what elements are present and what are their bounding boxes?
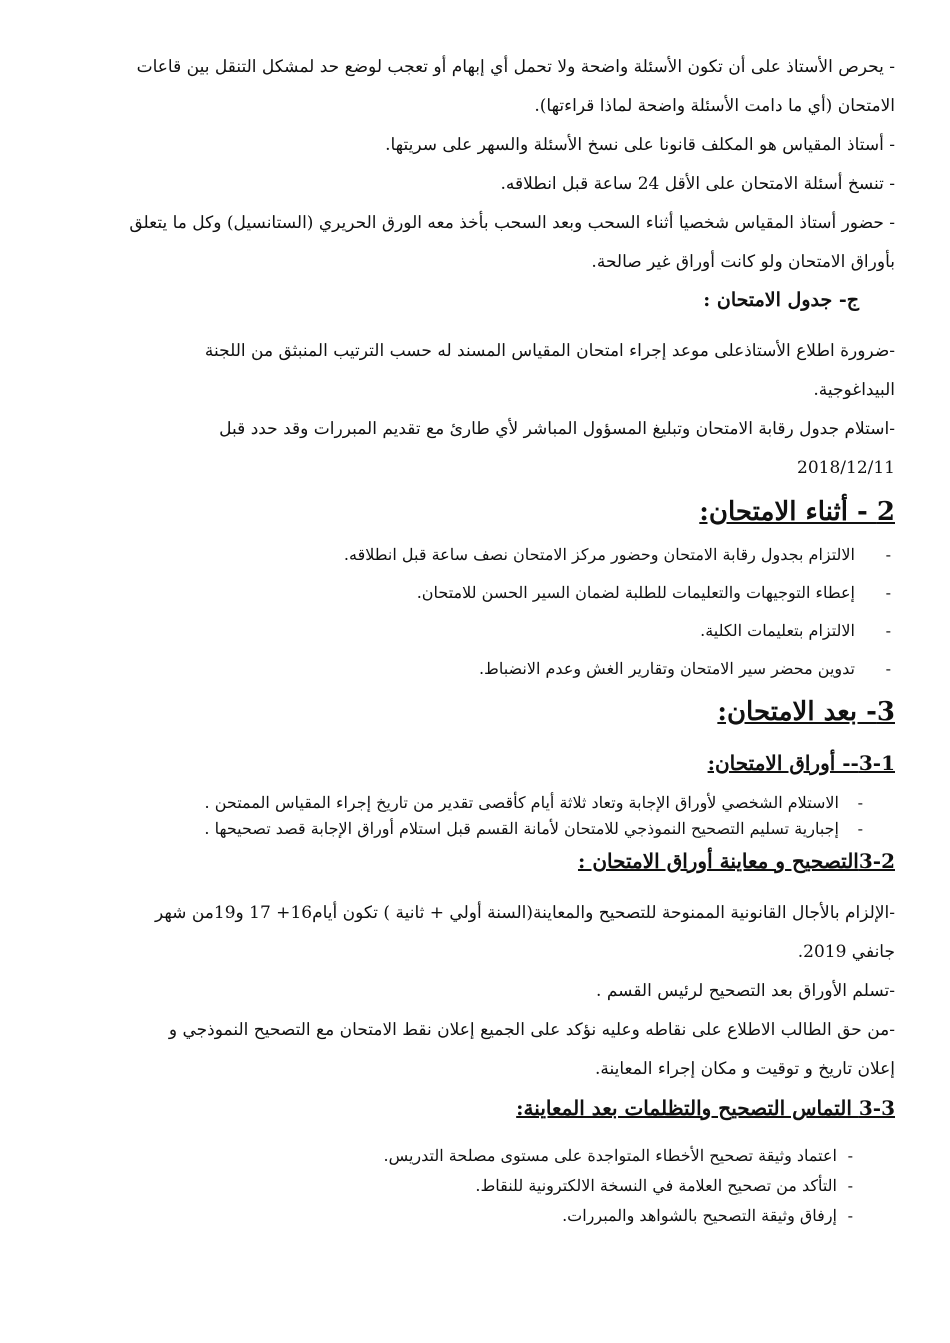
- intro-paragraph-1: [50, 48, 895, 126]
- text-line: -استلام جدول رقابة الامتحان وتبليغ المسؤول المباشر لأي طارئ مع تقديم المبررات وقد حدد قبل: [219, 419, 895, 439]
- section-2-list: [50, 536, 895, 688]
- list-item: [50, 1171, 895, 1201]
- list-item-text: الالتزام بجدول رقابة الامتحان وحضور مركز الامتحان نصف ساعة قبل انطلاقه.: [343, 545, 855, 564]
- text-line: - تنسخ أسئلة الامتحان على الأقل 24 ساعة قبل انطلاقه.: [500, 174, 895, 194]
- list-item-text: التأكد من تصحيح العلامة في النسخة الالكترونية للنقاط.: [475, 1176, 837, 1195]
- text-line: جانفي 2019.: [797, 942, 895, 962]
- bullet-dash: -: [847, 1176, 853, 1195]
- bullet-dash: -: [885, 621, 891, 640]
- list-item-text: إعطاء التوجيهات والتعليمات للطلبة لضمان السير الحسن للامتحان.: [416, 583, 855, 602]
- list-item: [50, 536, 895, 574]
- text-line: - أستاذ المقياس هو المكلف قانونا على نسخ الأسئلة والسهر على سريتها.: [385, 135, 895, 155]
- section-c-heading: ج- جدول الامتحان :: [703, 289, 859, 311]
- section-3-2-heading: 3-2التصحيح و معاينة أوراق الامتحان :: [577, 849, 895, 873]
- list-item: [50, 612, 895, 650]
- text-line: -من حق الطالب الاطلاع على نقاطه وعليه نؤكد على الجميع إعلان نقط الامتحان مع التصحيح النموذجي و: [168, 1020, 895, 1040]
- bullet-dash: -: [847, 1206, 853, 1225]
- text-line: -تسلم الأوراق بعد التصحيح لرئيس القسم .: [596, 981, 895, 1001]
- intro-paragraph-4: [50, 204, 895, 282]
- section-3-heading: 3- بعد الامتحان:: [717, 697, 895, 727]
- intro-paragraph-2: [50, 126, 895, 165]
- section-3-2-paragraph-2: [50, 972, 895, 1011]
- section-3-2-paragraph-1: [50, 894, 895, 972]
- document-page: [50, 48, 895, 1231]
- bullet-dash: -: [857, 819, 863, 838]
- list-item: [50, 650, 895, 688]
- list-item-text: إجبارية تسليم التصحيح النموذجي للامتحان لأمانة القسم قبل استلام أوراق الإجابة قصد تصحيحها .: [204, 819, 839, 838]
- text-line: -ضرورة اطلاع الأستاذعلى موعد إجراء امتحان المقياس المسند له حسب الترتيب المنبثق من اللجنة: [204, 341, 895, 361]
- text-line: الامتحان (أي ما دامت الأسئلة واضحة لماذا قراءتها).: [534, 96, 895, 116]
- list-item-text: اعتماد وثيقة تصحيح الأخطاء المتواجدة على مستوى مصلحة التدريس.: [383, 1146, 837, 1165]
- bullet-dash: -: [885, 659, 891, 678]
- list-item-text: الاستلام الشخصي لأوراق الإجابة وتعاد ثلاثة أيام كأقصى تقدير من تاريخ إجراء المقياس الممتحن .: [204, 793, 839, 812]
- bullet-dash: -: [857, 793, 863, 812]
- text-line: بأوراق الامتحان ولو كانت أوراق غير صالحة.: [591, 252, 895, 272]
- list-item: [50, 790, 895, 816]
- section-c-paragraph-1: [50, 332, 895, 410]
- list-item-text: الالتزام بتعليمات الكلية.: [700, 621, 855, 640]
- section-3-1-list: [50, 790, 895, 842]
- bullet-dash: -: [885, 545, 891, 564]
- text-line: - حضور أستاذ المقياس شخصيا أثناء السحب وبعد السحب بأخذ معه الورق الحريري (الستانسيل) وكل ما يتعلق: [129, 213, 895, 233]
- section-3-2-paragraph-3: [50, 1011, 895, 1089]
- section-3-3-heading: 3-3 التماس التصحيح والتظلمات بعد المعاينة:: [516, 1096, 895, 1120]
- text-line: البيداغوجية.: [813, 380, 895, 400]
- date-line: 2018/12/11: [797, 458, 895, 478]
- list-item-text: تدوين محضر سير الامتحان وتقارير الغش وعدم الانضباط.: [478, 659, 855, 678]
- intro-paragraph-3: [50, 165, 895, 204]
- section-3-1-heading: 3-1-- أوراق الامتحان:: [707, 751, 895, 775]
- text-line: - يحرص الأستاذ على أن تكون الأسئلة واضحة ولا تحمل أي إبهام أو تعجب لوضع حد لمشكل التنقل بين قاعات: [136, 57, 895, 77]
- bullet-dash: -: [847, 1146, 853, 1165]
- list-item: [50, 574, 895, 612]
- text-line: -الإلزام بالأجال القانونية الممنوحة للتصحيح والمعاينة(السنة أولي + ثانية ) تكون أيام16+ 17 و19من شهر: [154, 903, 895, 923]
- text-line: إعلان تاريخ و توقيت و مكان إجراء المعاينة.: [594, 1059, 895, 1079]
- intro-block: [50, 48, 895, 282]
- section-3-3-list: [50, 1141, 895, 1231]
- section-c-paragraph-2: [50, 410, 895, 488]
- section-2-heading: 2 - أثناء الامتحان:: [699, 497, 895, 527]
- list-item: [50, 1141, 895, 1171]
- list-item-text: إرفاق وثيقة التصحيح بالشواهد والمبررات.: [562, 1206, 837, 1225]
- list-item: [50, 1201, 895, 1231]
- bullet-dash: -: [885, 583, 891, 602]
- list-item: [50, 816, 895, 842]
